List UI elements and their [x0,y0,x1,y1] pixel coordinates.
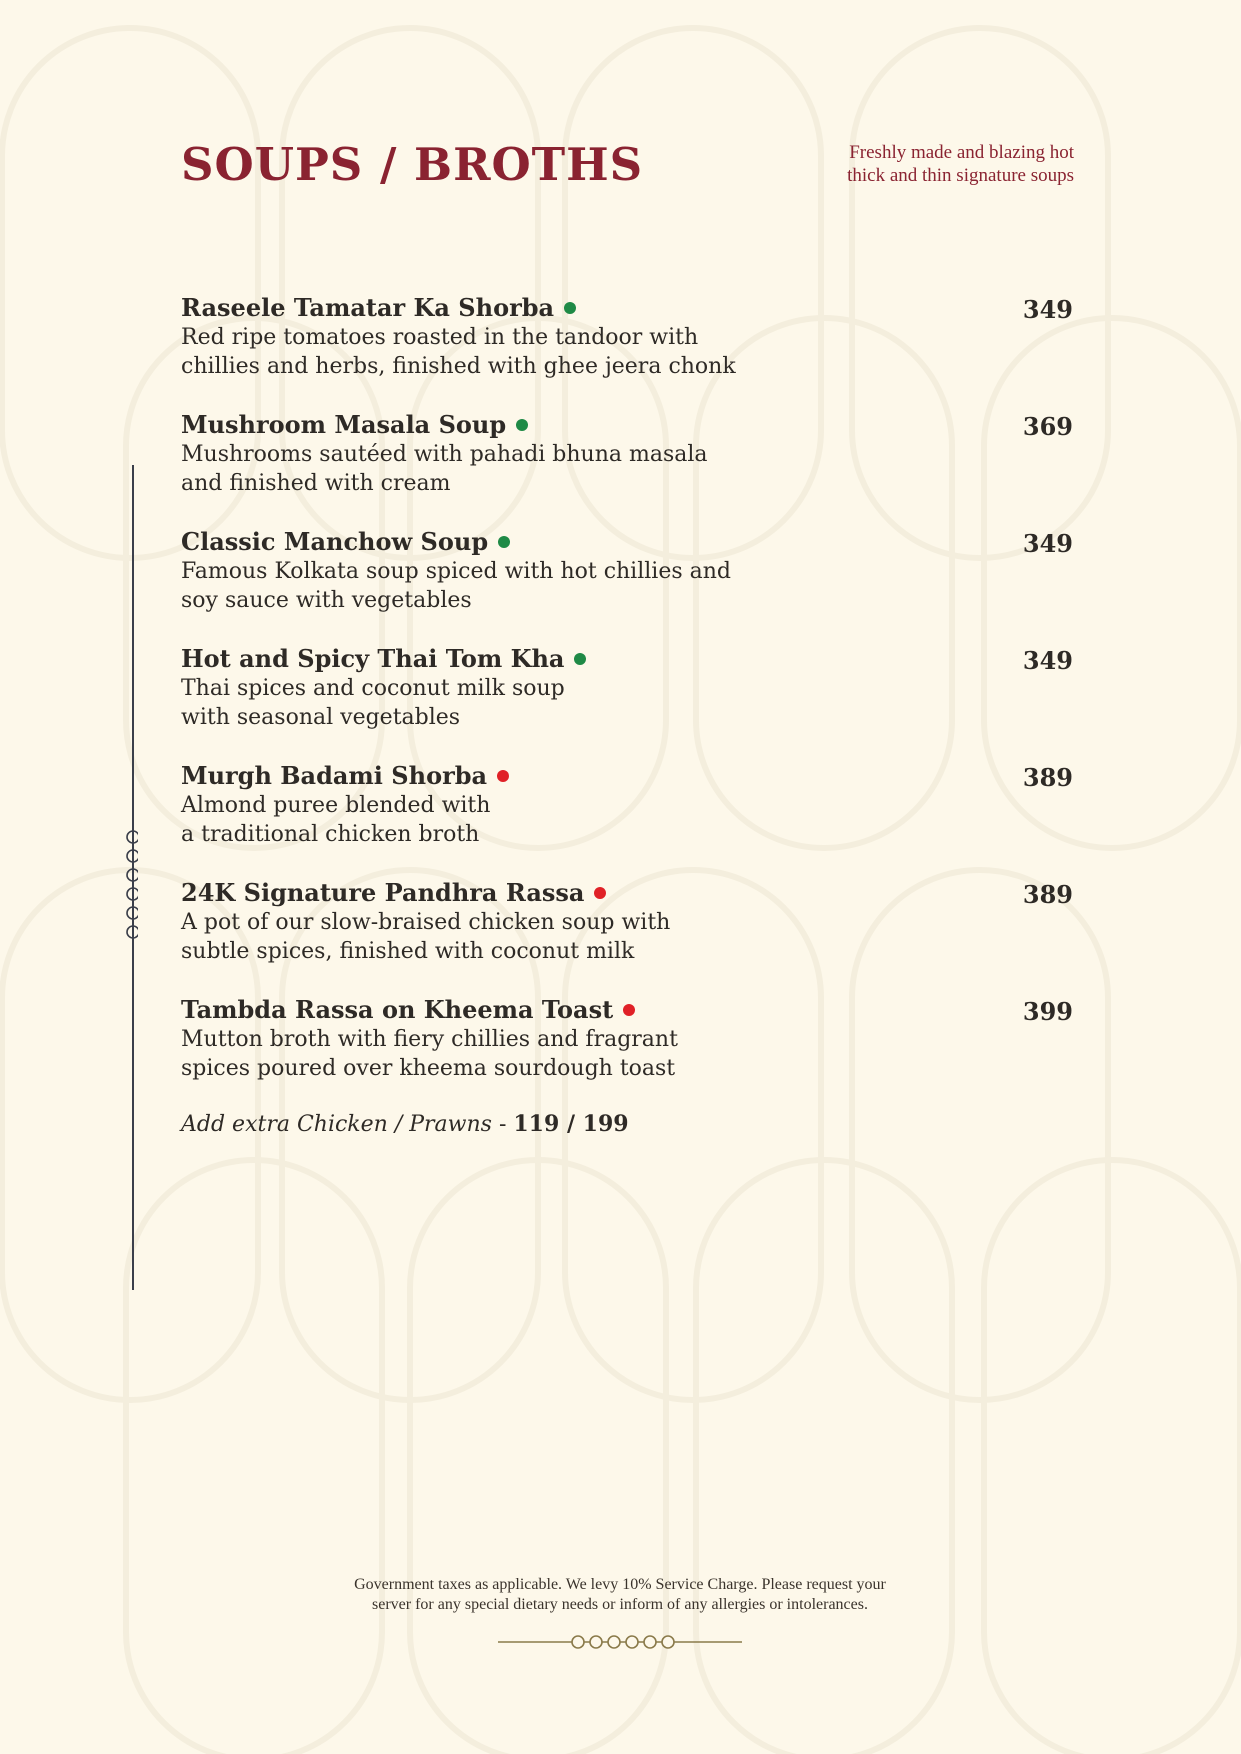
addon-label: Add extra Chicken / Prawns [181,1112,492,1137]
item-price: 389 [1022,880,1073,909]
item-description: A pot of our slow-braised chicken soup with subtle spices, finished with coconut milk [181,910,671,964]
item-description: Thai spices and coconut milk soup with seasonal vegetables [181,676,565,730]
menu-item [181,410,1073,527]
item-price: 349 [1022,646,1073,675]
item-price: 349 [1022,295,1073,324]
footer-note [290,1575,950,1615]
item-price: 399 [1022,997,1073,1026]
item-name-row [181,293,1073,323]
item-name: Classic Manchow Soup [181,527,489,556]
non-veg-indicator-icon [623,1004,635,1016]
item-name: Hot and Spicy Thai Tom Kha [181,644,565,673]
item-description: Famous Kolkata soup spiced with hot chillies and soy sauce with vegetables [181,559,731,613]
item-description: Mutton broth with fiery chillies and fragrant spices poured over kheema sourdough toast [181,1027,678,1081]
item-name: Mushroom Masala Soup [181,410,507,439]
tagline-line-1: Freshly made and blazing hot [849,142,1074,163]
veg-indicator-icon [498,536,510,548]
item-price: 349 [1022,529,1073,558]
item-description: Almond puree blended with a traditional chicken broth [181,793,491,847]
item-name-row [181,527,1073,557]
footer-line-2: server for any special dietary needs or inform of any allergies or intolerances. [372,1596,868,1613]
menu-item [181,761,1073,878]
item-name-row [181,644,1073,674]
menu-item [181,527,1073,644]
menu-items-list [181,293,1073,1112]
item-name: Murgh Badami Shorba [181,761,488,790]
item-name-row [181,761,1073,791]
veg-indicator-icon [564,302,576,314]
veg-indicator-icon [516,419,528,431]
veg-indicator-icon [574,653,586,665]
menu-item [181,878,1073,995]
item-name: Raseele Tamatar Ka Shorba [181,293,555,322]
section-tagline [714,141,1074,187]
page-title: SOUPS / BROTHS [181,138,644,191]
addon-note [181,1111,629,1137]
item-name: 24K Signature Pandhra Rassa [181,878,585,907]
item-name-row [181,995,1073,1025]
item-name: Tambda Rassa on Kheema Toast [181,995,614,1024]
non-veg-indicator-icon [594,887,606,899]
footer-line-1: Government taxes as applicable. We levy 10% Service Charge. Please request your [354,1576,886,1593]
footer-ornament-icon [498,1632,742,1652]
item-name-row [181,878,1073,908]
item-name-row [181,410,1073,440]
tagline-line-2: thick and thin signature soups [847,165,1074,186]
item-price: 369 [1022,412,1073,441]
menu-item [181,644,1073,761]
item-price: 389 [1022,763,1073,792]
menu-item [181,293,1073,410]
menu-item [181,995,1073,1112]
non-veg-indicator-icon [497,770,509,782]
addon-separator: - [491,1112,514,1137]
item-description: Mushrooms sautéed with pahadi bhuna masala and finished with cream [181,442,708,496]
addon-price: 119 / 199 [513,1111,629,1137]
side-ornament-divider [118,465,138,1290]
item-description: Red ripe tomatoes roasted in the tandoor with chillies and herbs, finished with ghee jeera chonk [181,325,736,379]
